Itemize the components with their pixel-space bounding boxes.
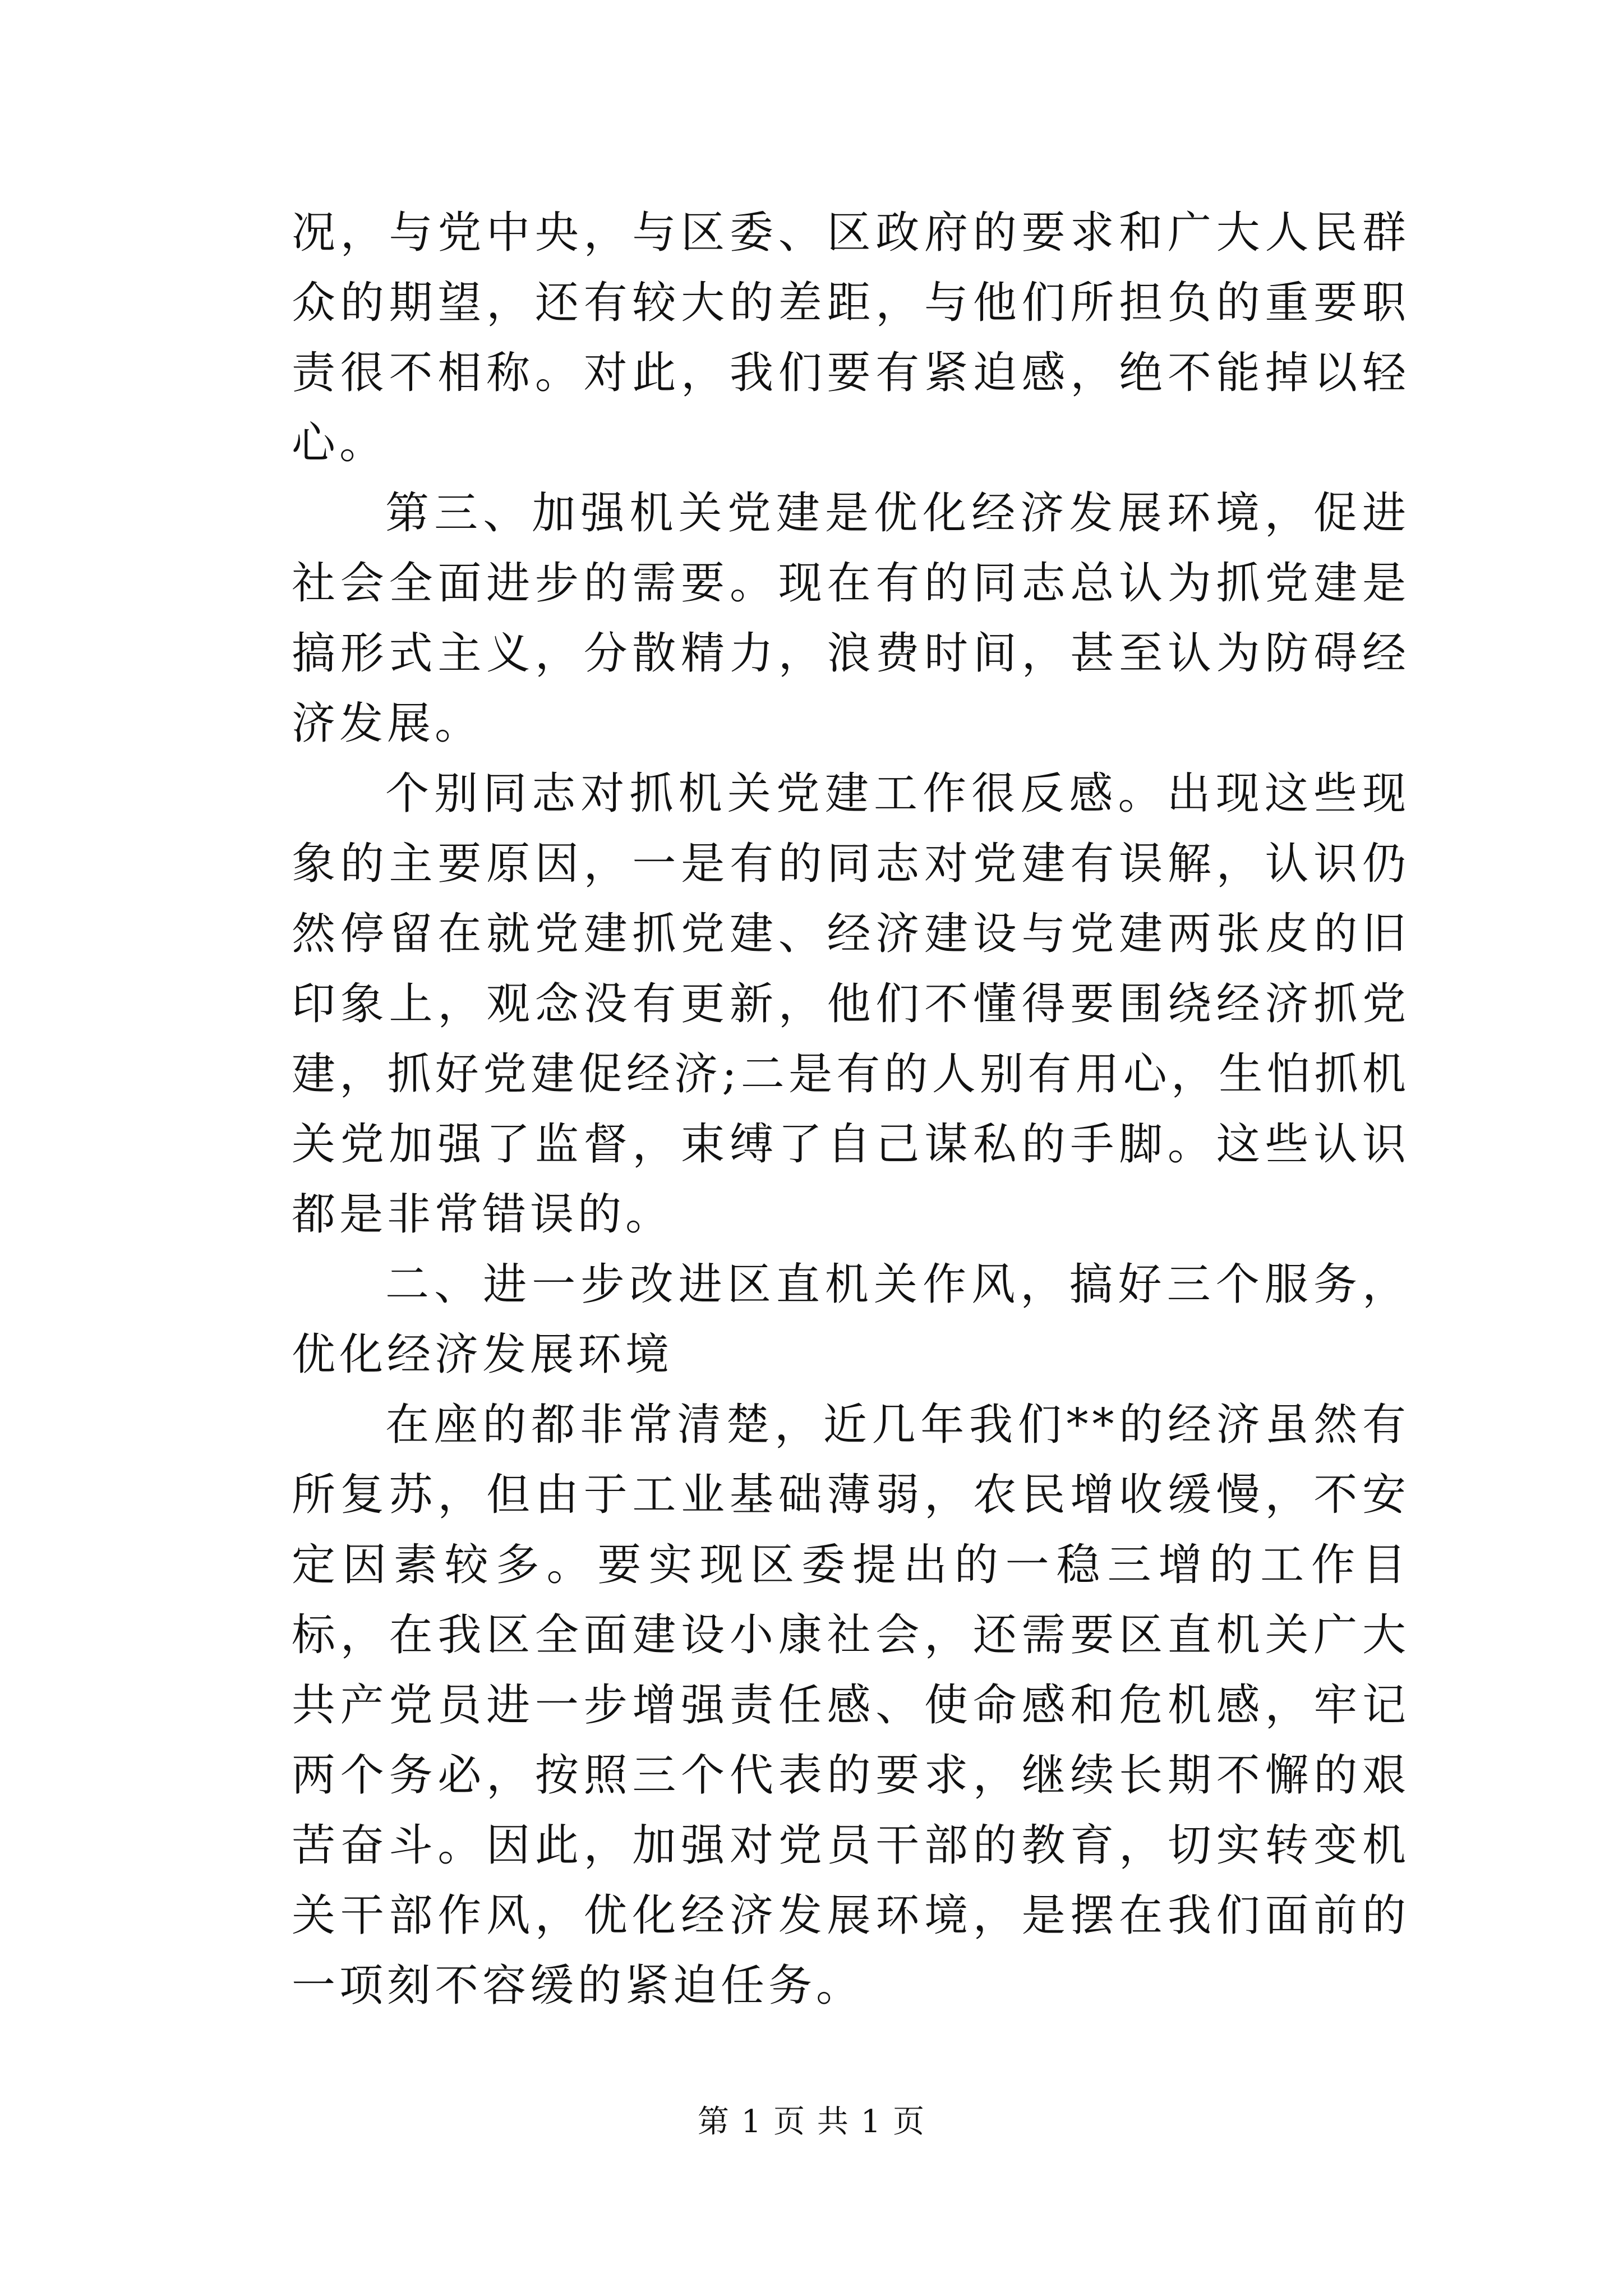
section-heading-two: 二、进一步改进区直机关作风，搞好三个服务，优化经济发展环境 xyxy=(292,1259,1410,1380)
document-body xyxy=(292,198,1410,2021)
paragraph-economy: 在座的都非常清楚，近几年我们**的经济虽然有所复苏，但由于工业基础薄弱，农民增收缓慢，不安定因素较多。要实现区委提出的一稳三增的工作目标，在我区全面建设小康社会，还需要区直机关广大共产党员进一步增强责任感、使命感和危机感，牢记两个务必，按照三个代表的要求，继续长期不懈的艰苦奋斗。因此，加强对党员干部的教育，切实转变机关干部作风，优化经济发展环境，是摆在我们面前的一项刻不容缓的紧迫任务。 xyxy=(292,1400,1410,2011)
paragraph-misconceptions: 个别同志对抓机关党建工作很反感。出现这些现象的主要原因，一是有的同志对党建有误解，认识仍然停留在就党建抓党建、经济建设与党建两张皮的旧印象上，观念没有更新，他们不懂得要围绕经济抓党建，抓好党建促经济;二是有的人别有用心，生怕抓机关党加强了监督，束缚了自己谋私的手脚。这些认识都是非常错误的。 xyxy=(292,769,1410,1240)
page-footer: 第 1 页 共 1 页 xyxy=(697,2104,926,2140)
paragraph-continuation: 况，与党中央，与区委、区政府的要求和广大人民群众的期望，还有较大的差距，与他们所担负的重要职责很不相称。对此，我们要有紧迫感，绝不能掉以轻心。 xyxy=(292,208,1410,468)
paragraph-third-point: 第三、加强机关党建是优化经济发展环境，促进社会全面进步的需要。现在有的同志总认为抓党建是搞形式主义，分散精力，浪费时间，甚至认为防碍经济发展。 xyxy=(292,488,1410,749)
